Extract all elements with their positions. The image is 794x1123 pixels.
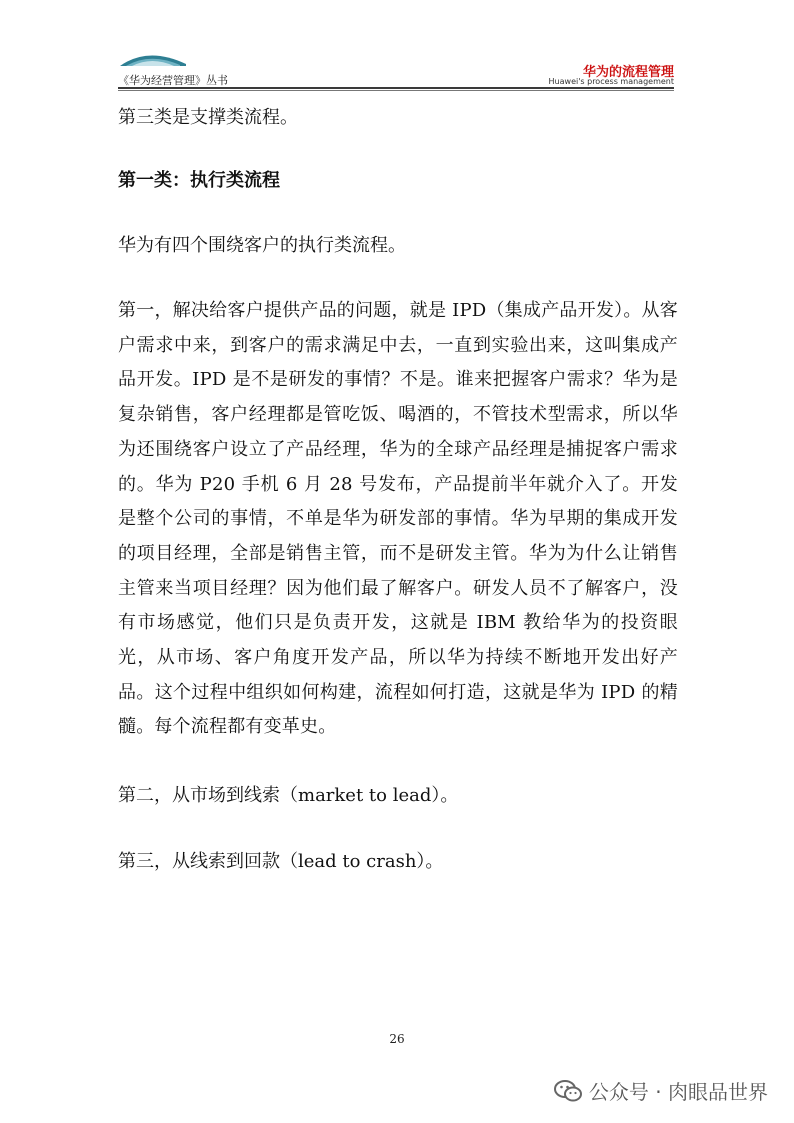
mountain-logo-icon xyxy=(118,44,188,68)
page-number: 26 xyxy=(389,1032,405,1046)
page-header xyxy=(118,44,674,90)
intro-paragraph: 第三类是支撑类流程。 xyxy=(118,107,298,128)
watermark-text: 公众号 · 肉眼品世界 xyxy=(588,1080,768,1104)
paragraph-3: 第二，从市场到线索（market to lead）。 xyxy=(118,785,459,807)
brand-title: 华为的流程管理 xyxy=(582,65,674,80)
header-rule-thin xyxy=(118,90,674,91)
section-heading: 第一类：执行类流程 xyxy=(118,170,280,191)
paragraph-2: 第一，解决给客户提供产品的问题，就是 IPD（集成产品开发）。从客户需求中来，到客户的需求满足中去，一直到实验出来，这叫集成产品开发。IPD 是不是研发的事情？不是。谁来把握客户需求？华为是复杂销售，客户经理都是管吃饭、喝酒的，不管技术型需求，所以华为还围绕客户设立了产品经理，华为的全球产品经理是捕捉客户需求的。华为 P20 手机 6 月 28 号发布，产品提前半年就介入了。开发是整个公司的事情，不单是华为研发部的事情。华为早期的集成开发的项目经理，全部是销售主管，而不是研发主管。华为为什么让销售主管来当项目经理？因为他们最了解客户。研发人员不了解客户，没有市场感觉，他们只是负责开发，这就是 IBM 教给华为的投资眼光，从市场、客户角度开发产品，所以华为持续不断地开发出好产品。这个过程中组织如何构建，流程如何打造，这就是华为 IPD 的精髓。每个流程都有变革史。 xyxy=(118,300,678,738)
wechat-icon xyxy=(553,1079,583,1103)
watermark xyxy=(553,1076,768,1105)
page-body xyxy=(118,103,678,877)
header-rule xyxy=(118,87,674,89)
book-series-title: 《华为经营管理》丛书 xyxy=(118,74,228,87)
brand-subtitle: Huawei's process management xyxy=(548,77,674,86)
paragraph-1: 华为有四个围绕客户的执行类流程。 xyxy=(118,235,406,256)
paragraph-4: 第三，从线索到回款（lead to crash）。 xyxy=(118,851,444,873)
